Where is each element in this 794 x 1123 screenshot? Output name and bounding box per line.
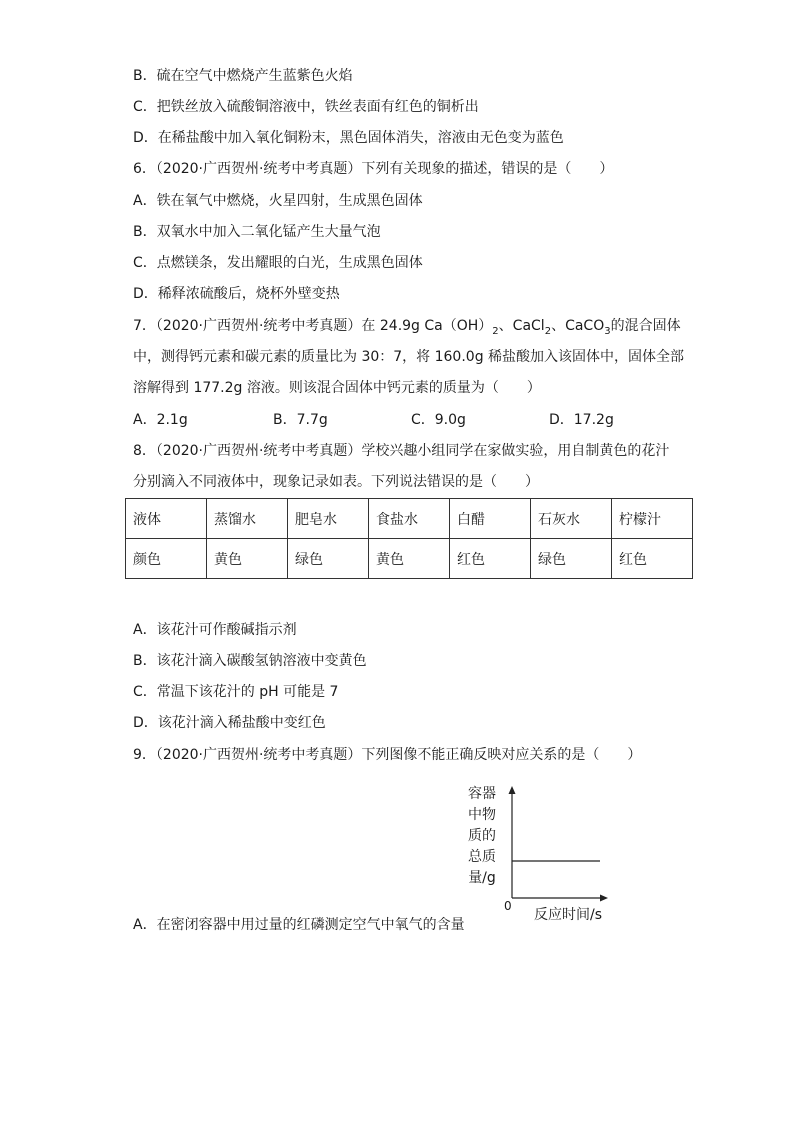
graph-y-label-line: 容器 — [468, 786, 496, 802]
q6-option-d: D．稀释浓硫酸后，烧杯外壁变热 — [133, 286, 340, 302]
table-cell: 绿色 — [531, 539, 612, 579]
q7-choice-d: D．17.2g — [549, 412, 614, 428]
q7-choice-c: C．9.0g — [411, 412, 466, 428]
table-cell: 肥皂水 — [288, 499, 369, 539]
q7-choice-b: B．7.7g — [273, 412, 328, 428]
q7-stem-part: 、CaCl — [498, 318, 545, 334]
q6-option-a: A．铁在氧气中燃烧，火星四射，生成黑色固体 — [133, 193, 423, 209]
table-cell: 石灰水 — [531, 499, 612, 539]
graph-y-label-line: 中物 — [468, 807, 496, 823]
x-axis-arrow — [600, 895, 608, 902]
table-row — [126, 539, 693, 579]
graph-x-axis-label: 反应时间/s — [534, 907, 603, 923]
q5-option-c: C．把铁丝放入硫酸铜溶液中，铁丝表面有红色的铜析出 — [133, 99, 479, 115]
q9-stem: 9．（2020·广西贺州·统考中考真题）下列图像不能正确反映对应关系的是（ ） — [133, 747, 642, 763]
table-cell: 红色 — [612, 539, 693, 579]
q8-option-c: C．常温下该花汁的 pH 可能是 7 — [133, 684, 339, 700]
q7-stem-part: 、CaCO — [551, 318, 605, 334]
y-axis-arrow — [509, 786, 516, 794]
q8-stem-line-1: 8．（2020·广西贺州·统考中考真题）学校兴趣小组同学在家做实验，用自制黄色的花汁 — [133, 443, 670, 459]
subscript: 2 — [492, 325, 499, 337]
q6-stem: 6．（2020·广西贺州·统考中考真题）下列有关现象的描述，错误的是（ ） — [133, 161, 614, 177]
q8-option-a: A．该花汁可作酸碱指示剂 — [133, 622, 297, 638]
table-cell: 红色 — [450, 539, 531, 579]
table-cell: 颜色 — [126, 539, 207, 579]
q5-option-b: B．硫在空气中燃烧产生蓝紫色火焰 — [133, 68, 353, 84]
table-cell: 绿色 — [288, 539, 369, 579]
q7-stem-part: 的混合固体 — [610, 318, 681, 334]
q7-stem-part: 7．（2020·广西贺州·统考中考真题）在 24.9g Ca（OH） — [133, 318, 493, 334]
table-row — [126, 499, 693, 539]
q7-stem-line-3: 溶解得到 177.2g 溶液。则该混合固体中钙元素的质量为（ ） — [133, 380, 541, 396]
mass-time-graph — [462, 780, 622, 930]
q8-option-b: B．该花汁滴入碳酸氢钠溶液中变黄色 — [133, 653, 367, 669]
q7-stem-line-1 — [133, 316, 681, 336]
graph-origin-label: 0 — [504, 899, 512, 913]
q6-option-b: B．双氧水中加入二氧化锰产生大量气泡 — [133, 224, 381, 240]
graph-y-label-line: 总质 — [468, 849, 496, 865]
q9-option-a: A．在密闭容器中用过量的红磷测定空气中氧气的含量 — [133, 917, 465, 933]
q7-choices — [133, 410, 733, 430]
graph-y-label-line: 质的 — [468, 828, 496, 844]
q7-stem-line-2: 中，测得钙元素和碳元素的质量比为 30：7，将 160.0g 稀盐酸加入该固体中，固体全部 — [133, 349, 685, 365]
observation-table — [125, 498, 693, 579]
table-cell: 柠檬汁 — [612, 499, 693, 539]
table-cell: 食盐水 — [369, 499, 450, 539]
q6-option-c: C．点燃镁条，发出耀眼的白光，生成黑色固体 — [133, 255, 423, 271]
q8-option-d: D．该花汁滴入稀盐酸中变红色 — [133, 715, 326, 731]
subscript: 3 — [604, 325, 611, 337]
table-cell: 白醋 — [450, 499, 531, 539]
subscript: 2 — [544, 325, 552, 337]
q7-choice-a: A．2.1g — [133, 412, 188, 428]
q8-stem-line-2: 分别滴入不同液体中，现象记录如表。下列说法错误的是（ ） — [133, 474, 539, 490]
table-cell: 黄色 — [207, 539, 288, 579]
graph-y-label-line: 量/g — [468, 870, 496, 886]
table-cell: 黄色 — [369, 539, 450, 579]
table-cell: 蒸馏水 — [207, 499, 288, 539]
table-cell: 液体 — [126, 499, 207, 539]
q5-option-d: D．在稀盐酸中加入氧化铜粉末，黑色固体消失，溶液由无色变为蓝色 — [133, 130, 564, 146]
